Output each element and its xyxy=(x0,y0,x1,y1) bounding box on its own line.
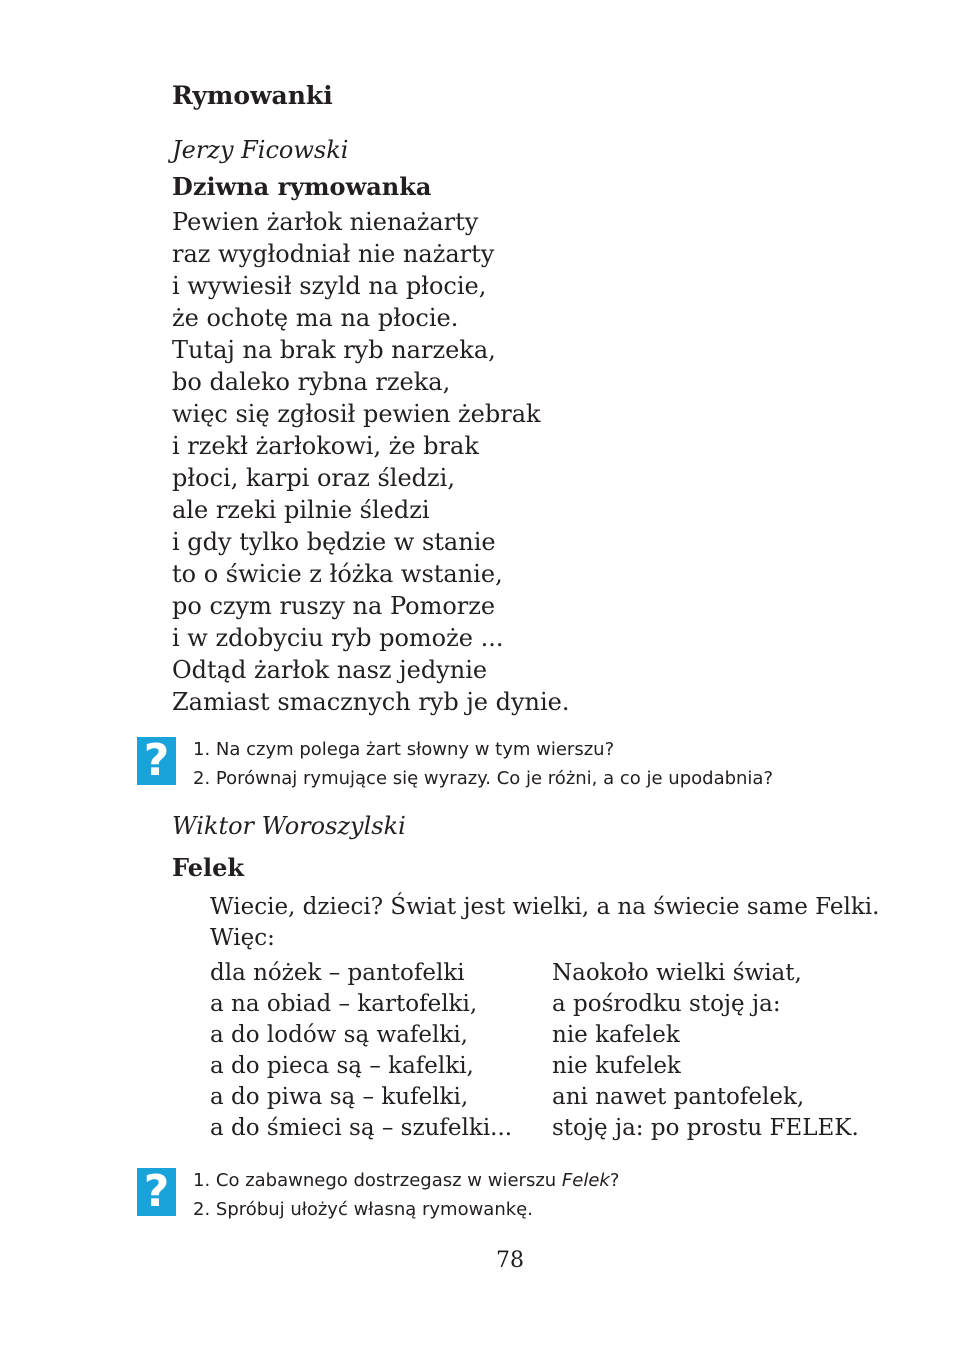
poem-line: ale rzeki pilnie śledzi xyxy=(172,496,430,524)
poem2-intro-line: Wiecie, dzieci? Świat jest wielki, a na świecie same Felki. xyxy=(210,894,880,920)
poem-line: nie kufelek xyxy=(552,1053,681,1079)
poem-line: że ochotę ma na płocie. xyxy=(172,304,459,332)
poem2-title: Felek xyxy=(172,853,245,882)
poem-line: stoję ja: po prostu FELEK. xyxy=(552,1115,859,1141)
poem-line: płoci, karpi oraz śledzi, xyxy=(172,464,455,492)
poem1-questions xyxy=(193,735,773,793)
poem1-lines xyxy=(172,206,570,718)
poem-line: a do piwa są – kufelki, xyxy=(210,1084,469,1110)
poem-line: raz wygłodniał nie nażarty xyxy=(172,240,495,268)
poem1-author: Jerzy Ficowski xyxy=(172,136,349,164)
poem-line: i wywiesił szyld na płocie, xyxy=(172,272,487,300)
poem1-title: Dziwna rymowanka xyxy=(172,172,432,201)
question-mark-icon: ? xyxy=(137,737,176,785)
question-poem-title: Felek xyxy=(561,1170,610,1191)
poem-line: Tutaj na brak ryb narzeka, xyxy=(172,336,496,364)
poem-line: Pewien żarłok nienażarty xyxy=(172,208,479,236)
section-title: Rymowanki xyxy=(172,81,333,110)
poem-line: więc się zgłosił pewien żebrak xyxy=(172,400,541,428)
poem-line: Odtąd żarłok nasz jedynie xyxy=(172,656,488,684)
poem-line: to o świcie z łóżka wstanie, xyxy=(172,560,503,588)
poem-line: po czym ruszy na Pomorze xyxy=(172,592,496,620)
poem-line: dla nóżek – pantofelki xyxy=(210,960,465,986)
poem-line: a na obiad – kartofelki, xyxy=(210,991,478,1017)
poem2-right-column xyxy=(552,958,859,1144)
poem2-left-column xyxy=(210,958,512,1144)
poem-line: Zamiast smacznych ryb je dynie. xyxy=(172,688,570,716)
question-item: 2. Spróbuj ułożyć własną rymowankę. xyxy=(193,1199,533,1220)
poem-line: Naokoło wielki świat, xyxy=(552,960,802,986)
question-text: 1. Co zabawnego dostrzegasz w wierszu xyxy=(193,1170,562,1191)
question-item xyxy=(193,1166,619,1195)
question-item: 2. Porównaj rymujące się wyrazy. Co je różni, a co je upodabnia? xyxy=(193,768,774,789)
poem-line: i w zdobyciu ryb pomoże ... xyxy=(172,624,504,652)
poem2-intro-line: Więc: xyxy=(210,925,275,951)
poem-line: a do śmieci są – szufelki... xyxy=(210,1115,513,1141)
page-number: 78 xyxy=(496,1248,524,1273)
poem-line: i rzekł żarłokowi, że brak xyxy=(172,432,479,460)
poem-line: bo daleko rybna rzeka, xyxy=(172,368,451,396)
question-item: 1. Na czym polega żart słowny w tym wierszu? xyxy=(193,739,615,760)
poem-line: a do lodów są wafelki, xyxy=(210,1022,468,1048)
poem-line: ani nawet pantofelek, xyxy=(552,1084,805,1110)
poem-line: a pośrodku stoję ja: xyxy=(552,991,781,1017)
poem-line: a do pieca są – kafelki, xyxy=(210,1053,474,1079)
poem-line: i gdy tylko będzie w stanie xyxy=(172,528,496,556)
poem2-author: Wiktor Woroszylski xyxy=(172,812,406,840)
poem2-questions xyxy=(193,1166,619,1224)
question-text: ? xyxy=(609,1170,620,1191)
question-mark-icon: ? xyxy=(137,1168,176,1216)
poem-line: nie kafelek xyxy=(552,1022,680,1048)
